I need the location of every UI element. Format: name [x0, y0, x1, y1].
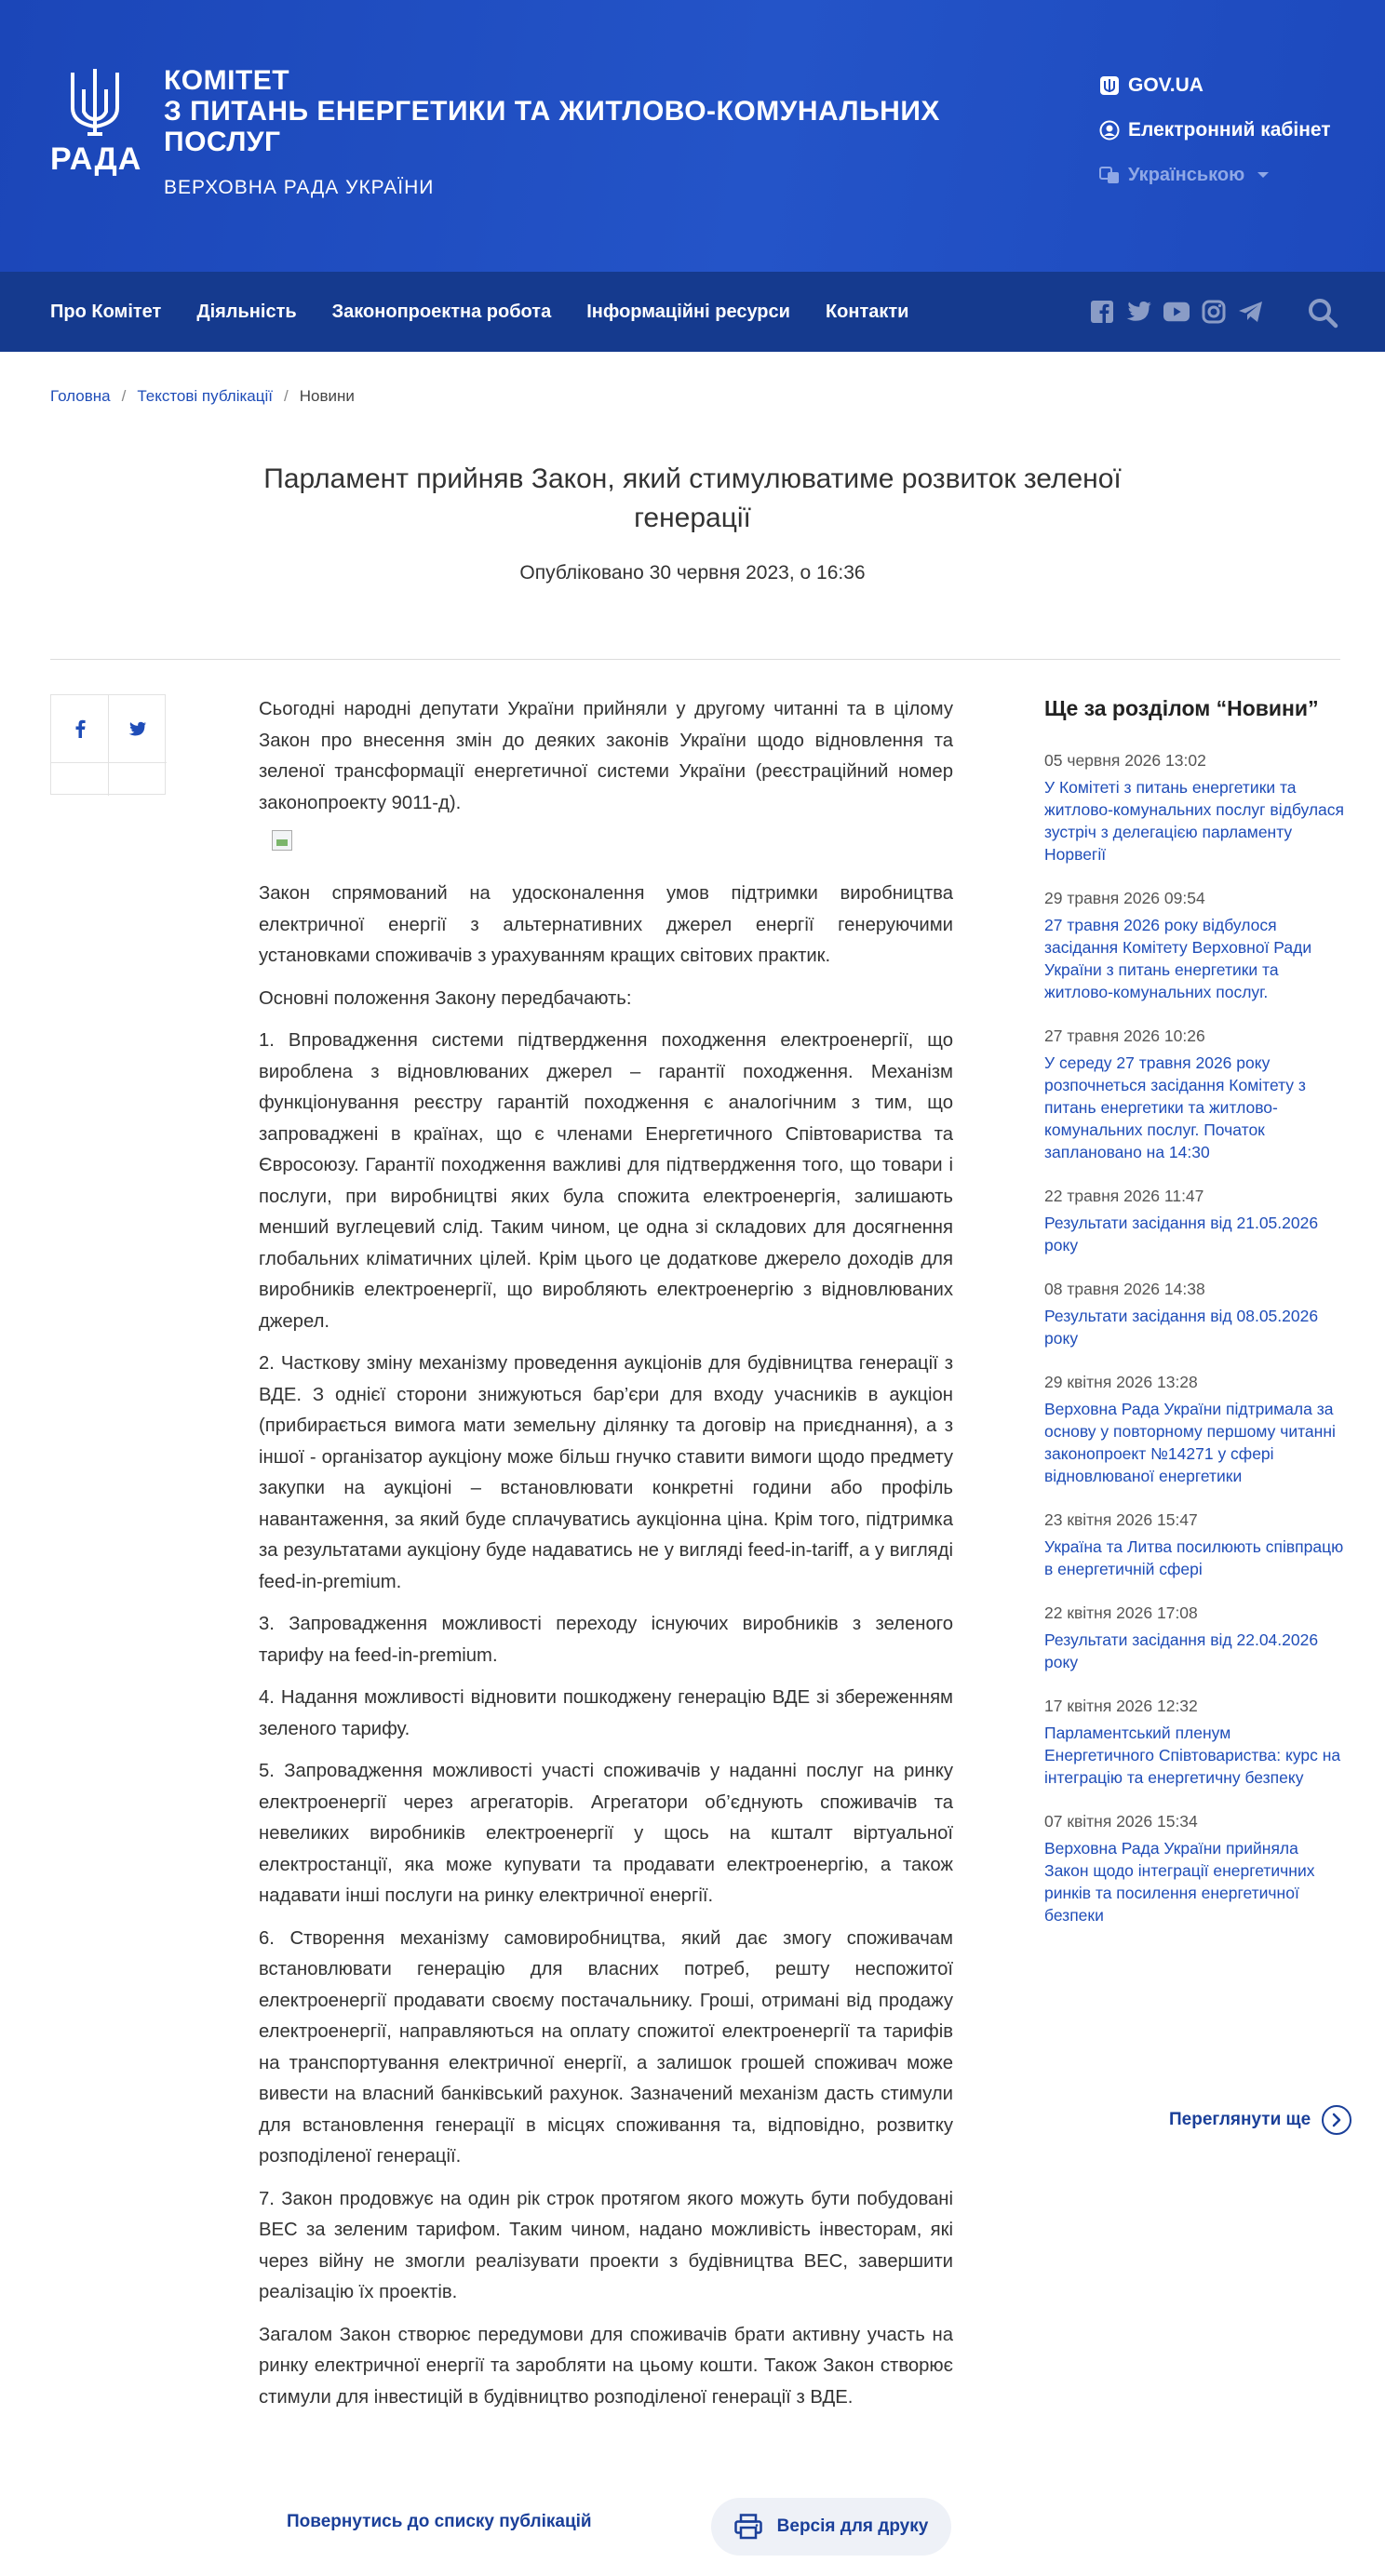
breadcrumb-separator: / [284, 387, 289, 405]
facebook-icon [74, 719, 86, 738]
news-link[interactable]: Парламентський пленум Енергетичного Співтовариства: курс на інтеграцію та енергетичну безпеку [1044, 1724, 1341, 1787]
news-date: 22 квітня 2026 17:08 [1044, 1603, 1198, 1622]
news-date: 17 квітня 2026 12:32 [1044, 1697, 1198, 1715]
news-link[interactable]: Верховна Рада України прийняла Закон щодо інтеграції енергетичних ринків та посилення енергетичної безпеки [1044, 1839, 1315, 1925]
news-link[interactable]: Україна та Литва посилюють співпрацю в енергетичній сфері [1044, 1537, 1344, 1578]
cabinet-label: Електронний кабінет [1128, 119, 1331, 141]
printer-icon [734, 2514, 762, 2540]
site-header [0, 0, 1385, 272]
list-item [1044, 1694, 1344, 1789]
twitter-icon [128, 721, 147, 737]
header-links [1098, 73, 1331, 207]
instagram-icon[interactable] [1201, 299, 1227, 325]
list-item [1044, 1184, 1344, 1256]
cabinet-link[interactable] [1098, 117, 1331, 143]
article-paragraph: Закон спрямований на удосконалення умов підтримки виробництва електричної енергії з альтернативних джерел енергії генеруючими установками споживачів з урахуванням кращих світових практик. [259, 883, 953, 966]
related-news-sidebar [1044, 694, 1344, 1947]
news-link[interactable]: У середу 27 травня 2026 року розпочнеться засідання Комітету з питань енергетики та житлово-комунальних послуг. Початок заплановано на 14:30 [1044, 1053, 1306, 1161]
list-item [1044, 1809, 1344, 1926]
news-date: 22 травня 2026 11:47 [1044, 1187, 1204, 1205]
twitter-icon[interactable] [1126, 299, 1152, 325]
breadcrumb-publications[interactable]: Текстові публікації [137, 387, 273, 405]
article-paragraph: Основні положення Закону передбачають: [259, 987, 632, 1009]
news-date: 05 червня 2026 13:02 [1044, 751, 1206, 770]
list-item [1044, 886, 1344, 1003]
article-paragraph: 5. Запровадження можливості участі споживачів у наданні послуг на ринку електроенергії через агрегаторів. Агрегатори об’єднують споживачів та невеликих виробників електроенергії у щось на кшталт віртуальної електростанції, яка може купувати та продавати електроенергію, а також надавати інші послуги на ринку електричної енергії. [259, 1761, 953, 1906]
nav-item-resources[interactable]: Інформаційні ресурси [586, 301, 790, 322]
committee-name[interactable] [164, 65, 1002, 157]
chevron-right-icon [1322, 2105, 1351, 2135]
article-body [259, 694, 953, 2424]
share-divider [51, 762, 167, 763]
facebook-icon[interactable] [1089, 299, 1115, 325]
parliament-name: ВЕРХОВНА РАДА УКРАЇНИ [164, 177, 435, 198]
news-date: 23 квітня 2026 15:47 [1044, 1510, 1198, 1529]
committee-line: ПОСЛУГ [164, 127, 281, 157]
telegram-icon[interactable] [1238, 299, 1264, 325]
language-label: Українською [1128, 164, 1245, 185]
share-twitter-button[interactable] [109, 695, 167, 762]
nav-item-contacts[interactable]: Контакти [825, 301, 909, 322]
list-item [1044, 1601, 1344, 1673]
article-paragraph: 2. Часткову зміну механізму проведення аукціонів для будівництва генерації з ВДЕ. З однієї сторони знижуються бар’єри для входу учасників в аукціон (прибирається вимога мати земельну ділянку та договір на приєднання), а з іншої - організатор аукціону може більш гнучко ставити вимоги щодо предмету закупки на аукціоні – встановлювати конкретні години або профіль навантаження, за який буде сплачуватись аукціонна ціна. Крім того, підтримка за результатами аукціону буде надаватись не у вигляді feed-in-tariff, а у вигляді feed-in-premium. [259, 1353, 953, 1592]
article-paragraph: 4. Надання можливості відновити пошкоджену генерацію ВДЕ зі збереженням зеленого тарифу. [259, 1687, 953, 1739]
committee-line: КОМІТЕТ [164, 65, 290, 96]
language-select[interactable] [1098, 162, 1331, 188]
breadcrumb-home[interactable]: Головна [50, 387, 111, 405]
list-item [1044, 1370, 1344, 1487]
article-paragraph: 6. Створення механізму самовиробництва, який дає змогу споживачам встановлювати генерацію для власних потреб, решту неспожитої електроенергії продавати своєму постачальнику. Гроші, отримані від продажу електроенергії, направляються на оплату спожитої електроенергії та тарифів на транспортування електричної енергії, а залишок грошей споживач може вивести на власний банківський рахунок. Зазначений механізм дасть стимули для встановлення генерації в місцях споживання та, відповідно, розвитку розподіленої генерації. [259, 1927, 953, 2167]
committee-line: З ПИТАНЬ ЕНЕРГЕТИКИ ТА ЖИТЛОВО-КОМУНАЛЬНИХ [164, 96, 940, 127]
news-date: 29 квітня 2026 13:28 [1044, 1373, 1198, 1391]
news-link[interactable]: Верховна Рада України підтримала за основу у повторному першому читанні законопроект №14271 у сфері відновлюваної енергетики [1044, 1400, 1336, 1485]
share-divider [108, 695, 109, 796]
print-label: Версія для друку [776, 2516, 929, 2536]
breadcrumb-current: Новини [299, 387, 355, 405]
rada-logo[interactable] [50, 65, 140, 182]
list-item [1044, 748, 1344, 865]
news-date: 08 травня 2026 14:38 [1044, 1280, 1205, 1298]
print-version-button[interactable] [711, 2498, 951, 2556]
article-paragraph: Сьогодні народні депутати України прийняли у другому читанні та в цілому Закон про внесення змін до деяких законів України щодо відновлення та зеленої трансформації енергетичної системи України (реєстраційний номер законопроекту 9011-д). [259, 699, 953, 813]
article-paragraph: 7. Закон продовжує на один рік строк протягом якого можуть бути побудовані ВЕС за зеленим тарифом. Таким чином, надано можливість інвесторам, які через війну не змогли реалізувати проекти з будівництва ВЕС, завершити реалізацію їх проектів. [259, 2188, 953, 2302]
list-item [1044, 1508, 1344, 1580]
list-item [1044, 1277, 1344, 1349]
page-title: Парламент прийняв Закон, який стимулюватиме розвиток зеленої генерації [263, 463, 1122, 533]
back-to-list-link[interactable]: Повернутись до списку публікацій [287, 2512, 592, 2531]
news-link[interactable]: Результати засідання від 21.05.2026 року [1044, 1214, 1319, 1254]
share-facebook-button[interactable] [51, 695, 109, 762]
news-link[interactable]: У Комітеті з питань енергетики та житлово-комунальних послуг відбулася зустріч з делегацією парламенту Норвегії [1044, 778, 1344, 864]
news-link[interactable]: 27 травня 2026 року відбулося засідання Комітету Верховної Ради України з питань енергетики та житлово-комунальних послуг. [1044, 916, 1312, 1001]
breadcrumb [50, 387, 355, 406]
main-nav [0, 272, 1385, 352]
gov-ua-link[interactable] [1098, 73, 1331, 99]
published-date: Опубліковано 30 червня 2023, о 16:36 [519, 562, 866, 584]
broken-image-icon [272, 830, 292, 851]
divider [50, 659, 1340, 660]
news-link[interactable]: Результати засідання від 22.04.2026 року [1044, 1630, 1319, 1671]
search-button[interactable] [1307, 297, 1338, 329]
news-date: 07 квітня 2026 15:34 [1044, 1812, 1198, 1831]
share-panel [50, 694, 166, 795]
view-more-label: Переглянути ще [1169, 2110, 1311, 2129]
list-item [1044, 1024, 1344, 1163]
youtube-icon[interactable] [1163, 299, 1190, 325]
gov-ua-label: GOV.UA [1128, 74, 1203, 96]
nav-item-activity[interactable]: Діяльність [196, 301, 297, 322]
trident-icon [1098, 74, 1121, 97]
translate-icon [1098, 164, 1121, 186]
news-link[interactable]: Результати засідання від 08.05.2026 року [1044, 1307, 1319, 1348]
logo-word: РАДА [50, 141, 142, 177]
nav-item-legislation[interactable]: Законопроектна робота [331, 301, 552, 322]
breadcrumb-separator: / [121, 387, 127, 405]
user-icon [1098, 119, 1121, 141]
article-paragraph: 3. Запровадження можливості переходу існуючих виробників з зеленого тарифу на feed-in-premium. [259, 1614, 953, 1666]
news-date: 27 травня 2026 10:26 [1044, 1026, 1205, 1045]
search-icon [1307, 297, 1338, 329]
nav-item-about[interactable]: Про Комітет [50, 301, 162, 322]
social-links [1089, 272, 1275, 352]
trident-icon [50, 65, 140, 136]
article-paragraph: Загалом Закон створює передумови для споживачів брати активну участь на ринку електричної енергії та заробляти на цьому кошти. Також Закон створює стимули для інвестицій в будівництво розподіленої генерації з ВДЕ. [259, 2324, 953, 2408]
view-more-link[interactable] [1169, 2105, 1351, 2135]
article-paragraph: 1. Впровадження системи підтвердження походження електроенергії, що вироблена з відновлюваних джерел – гарантії походження. Механізм функціонування реєстру гарантій походження є аналогічним з тим, що запроваджені в країнах, що є членами Енергетичного Співтовариства та Євросоюзу. Гарантії походження важливі для підтвердження того, що товари і послуги, при виробництві яких була спожита електроенергія, залишають менший вуглецевий слід. Таким чином, це одна зі складових для досягнення глобальних кліматичних цілей. Крім цього це додаткове джерело доходів для виробників електроенергії, що виробляють електроенергію з відновлюваних джерел. [259, 1030, 953, 1332]
sidebar-title: Ще за розділом “Новини” [1044, 696, 1319, 720]
news-date: 29 травня 2026 09:54 [1044, 889, 1205, 907]
chevron-down-icon [1257, 172, 1269, 178]
